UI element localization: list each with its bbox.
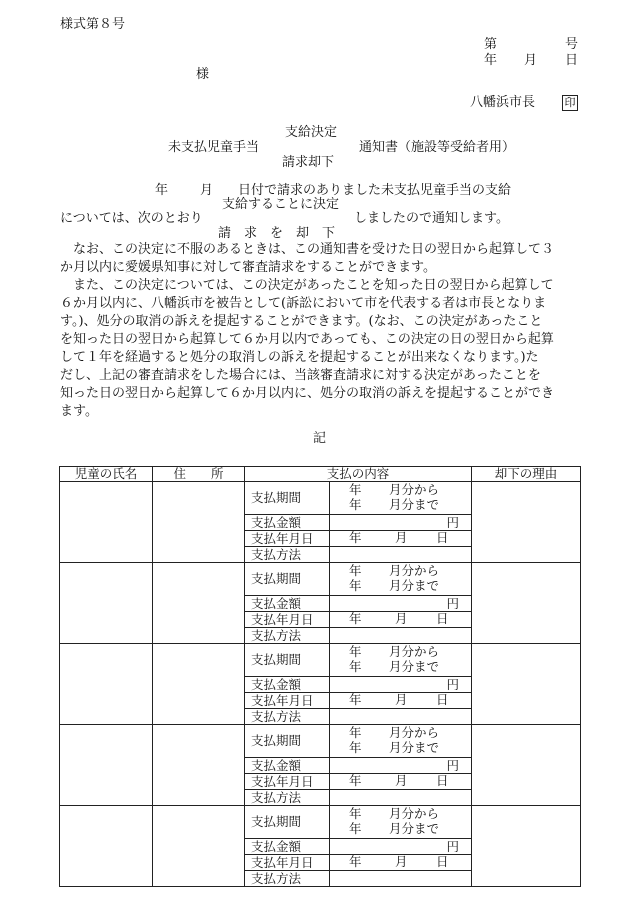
intro-lower-option: 請 求 を 却 下 xyxy=(218,226,336,241)
pay-date-cell[interactable] xyxy=(330,855,472,871)
label-pay-date: 支払年月日 xyxy=(245,693,330,709)
table-row xyxy=(60,806,581,839)
child-name-cell[interactable] xyxy=(60,563,153,644)
pay-date-month: 月 xyxy=(395,611,408,626)
amount-yen-cell[interactable] xyxy=(330,677,472,693)
period-from-year: 年 xyxy=(349,644,362,659)
amount-yen-cell[interactable] xyxy=(330,839,472,855)
address-cell[interactable] xyxy=(153,806,245,887)
pay-method-cell[interactable] xyxy=(330,871,472,887)
label-amount: 支払金額 xyxy=(245,677,330,693)
period-from-month: 月分から xyxy=(389,482,440,497)
period-from-year: 年 xyxy=(349,563,362,578)
period-from-month: 月分から xyxy=(389,806,440,821)
label-period: 支払期間 xyxy=(245,725,330,758)
paragraph-lawsuit xyxy=(60,277,580,421)
label-period: 支払期間 xyxy=(245,563,330,596)
yen-unit: 円 xyxy=(446,595,460,611)
period-to-year: 年 xyxy=(349,497,362,512)
date-month: 月 xyxy=(524,53,538,68)
header-child-name: 児童の氏名 xyxy=(60,467,153,482)
child-name-cell[interactable] xyxy=(60,725,153,806)
period-to-month: 月分まで xyxy=(389,659,440,674)
title-left: 未支払児童手当 xyxy=(168,140,260,155)
period-value-cell[interactable] xyxy=(330,806,472,839)
yen-unit: 円 xyxy=(446,514,460,530)
payment-table xyxy=(59,466,581,887)
address-cell[interactable] xyxy=(153,644,245,725)
child-name-cell[interactable] xyxy=(60,806,153,887)
text-line: だし、上記の審査請求をした場合には、当該審査請求に対する決定があったことを xyxy=(60,368,541,383)
period-value-cell[interactable] xyxy=(330,563,472,596)
pay-date-cell[interactable] xyxy=(330,531,472,547)
pay-date-day: 日 xyxy=(436,854,449,869)
pay-date-year: 年 xyxy=(349,773,362,788)
label-pay-date: 支払年月日 xyxy=(245,612,330,628)
child-name-cell[interactable] xyxy=(60,644,153,725)
child-name-cell[interactable] xyxy=(60,482,153,563)
label-pay-method: 支払方法 xyxy=(245,547,330,563)
yen-unit: 円 xyxy=(446,676,460,692)
period-to-month: 月分まで xyxy=(389,740,440,755)
title-lower: 請求却下 xyxy=(282,155,335,170)
pay-date-month: 月 xyxy=(395,692,408,707)
period-to-year: 年 xyxy=(349,659,362,674)
label-pay-method: 支払方法 xyxy=(245,871,330,887)
intro-month: 月 xyxy=(200,183,214,198)
pay-date-month: 月 xyxy=(395,530,408,545)
table-header-row xyxy=(60,467,581,482)
label-period: 支払期間 xyxy=(245,644,330,677)
header-rejection-reason: 却下の理由 xyxy=(472,467,581,482)
label-period: 支払期間 xyxy=(245,482,330,515)
text-line: ６か月以内に、八幡浜市を被告として(訴訟において市を代表する者は市長となりま xyxy=(60,296,547,311)
table-row xyxy=(60,644,581,677)
text-line: す。)、処分の取消の訴えを提起することができます。(なお、この決定があったこと xyxy=(60,314,543,329)
pay-date-year: 年 xyxy=(349,530,362,545)
pay-date-day: 日 xyxy=(436,611,449,626)
pay-method-cell[interactable] xyxy=(330,709,472,725)
label-pay-date: 支払年月日 xyxy=(245,774,330,790)
period-to-month: 月分まで xyxy=(389,821,440,836)
intro-line1: 日付で請求のありました未支払児童手当の支給 xyxy=(238,183,512,198)
period-value-cell[interactable] xyxy=(330,725,472,758)
doc-number-dai: 第 xyxy=(484,37,498,52)
pay-date-month: 月 xyxy=(395,773,408,788)
table-row xyxy=(60,482,581,515)
label-amount: 支払金額 xyxy=(245,515,330,531)
period-to-year: 年 xyxy=(349,821,362,836)
pay-date-cell[interactable] xyxy=(330,774,472,790)
pay-date-day: 日 xyxy=(436,530,449,545)
label-pay-method: 支払方法 xyxy=(245,709,330,725)
period-from-month: 月分から xyxy=(389,644,440,659)
period-to-year: 年 xyxy=(349,578,362,593)
period-to-month: 月分まで xyxy=(389,497,440,512)
period-value-cell[interactable] xyxy=(330,482,472,515)
address-cell[interactable] xyxy=(153,482,245,563)
period-from-year: 年 xyxy=(349,725,362,740)
pay-method-cell[interactable] xyxy=(330,790,472,806)
doc-number-go: 号 xyxy=(565,37,579,52)
yen-unit: 円 xyxy=(446,838,460,854)
table-row xyxy=(60,563,581,596)
intro-line2-left: については、次のとおり xyxy=(60,211,203,226)
ki-heading: 記 xyxy=(313,431,327,446)
seal-text: 印 xyxy=(562,95,578,111)
date-year: 年 xyxy=(484,53,498,68)
pay-date-year: 年 xyxy=(349,611,362,626)
text-line: また、この決定については、この決定があったことを知った日の翌日から起算して xyxy=(73,278,554,293)
paragraph-appeal xyxy=(60,241,580,277)
intro-upper-option: 支給することに決定 xyxy=(222,197,340,212)
period-value-cell[interactable] xyxy=(330,644,472,677)
rejection-reason-cell[interactable] xyxy=(472,644,581,725)
pay-method-cell[interactable] xyxy=(330,628,472,644)
text-line: を知った日の翌日から起算して６か月以内であっても、この決定の日の翌日から起算 xyxy=(60,332,554,347)
rejection-reason-cell[interactable] xyxy=(472,806,581,887)
title-right: 通知書（施設等受給者用） xyxy=(359,140,516,155)
rejection-reason-cell[interactable] xyxy=(472,725,581,806)
period-from-year: 年 xyxy=(349,806,362,821)
label-amount: 支払金額 xyxy=(245,758,330,774)
addressee-sama: 様 xyxy=(196,67,210,82)
period-from-month: 月分から xyxy=(389,563,440,578)
rejection-reason-cell[interactable] xyxy=(472,482,581,563)
text-line: して１年を経過すると処分の取消しの訴えを提起することが出来なくなります。)た xyxy=(60,350,539,365)
address-cell[interactable] xyxy=(153,563,245,644)
pay-date-day: 日 xyxy=(436,692,449,707)
form-number: 様式第８号 xyxy=(60,17,126,32)
label-period: 支払期間 xyxy=(245,806,330,839)
text-line: 知った日の翌日から起算して６か月以内に、処分の取消の訴えを提起することができ xyxy=(60,386,555,401)
label-pay-date: 支払年月日 xyxy=(245,855,330,871)
amount-yen-cell[interactable] xyxy=(330,758,472,774)
label-amount: 支払金額 xyxy=(245,596,330,612)
pay-date-month: 月 xyxy=(395,854,408,869)
pay-date-cell[interactable] xyxy=(330,693,472,709)
period-from-year: 年 xyxy=(349,482,362,497)
header-payment-content: 支払の内容 xyxy=(245,467,472,482)
pay-date-year: 年 xyxy=(349,854,362,869)
intro-year: 年 xyxy=(155,183,169,198)
amount-yen-cell[interactable] xyxy=(330,515,472,531)
text-line: なお、この決定に不服のあるときは、この通知書を受けた日の翌日から起算して３ xyxy=(73,242,555,257)
label-pay-date: 支払年月日 xyxy=(245,531,330,547)
period-to-month: 月分まで xyxy=(389,578,440,593)
issuer-name: 八幡浜市長 xyxy=(470,95,536,110)
label-pay-method: 支払方法 xyxy=(245,790,330,806)
address-cell[interactable] xyxy=(153,725,245,806)
rejection-reason-cell[interactable] xyxy=(472,563,581,644)
table-row xyxy=(60,725,581,758)
label-pay-method: 支払方法 xyxy=(245,628,330,644)
header-address: 住 所 xyxy=(153,467,245,482)
period-from-month: 月分から xyxy=(389,725,440,740)
title-upper: 支給決定 xyxy=(285,125,338,140)
pay-date-year: 年 xyxy=(349,692,362,707)
date-day: 日 xyxy=(565,53,579,68)
seal-mark xyxy=(562,95,578,111)
label-amount: 支払金額 xyxy=(245,839,330,855)
pay-date-cell[interactable] xyxy=(330,612,472,628)
amount-yen-cell[interactable] xyxy=(330,596,472,612)
text-line: か月以内に愛媛県知事に対して審査請求をすることができます。 xyxy=(60,260,436,275)
intro-line2-right: しましたので通知します。 xyxy=(354,211,509,226)
yen-unit: 円 xyxy=(446,757,460,773)
text-line: ます。 xyxy=(60,404,98,419)
pay-date-day: 日 xyxy=(436,773,449,788)
pay-method-cell[interactable] xyxy=(330,547,472,563)
period-to-year: 年 xyxy=(349,740,362,755)
